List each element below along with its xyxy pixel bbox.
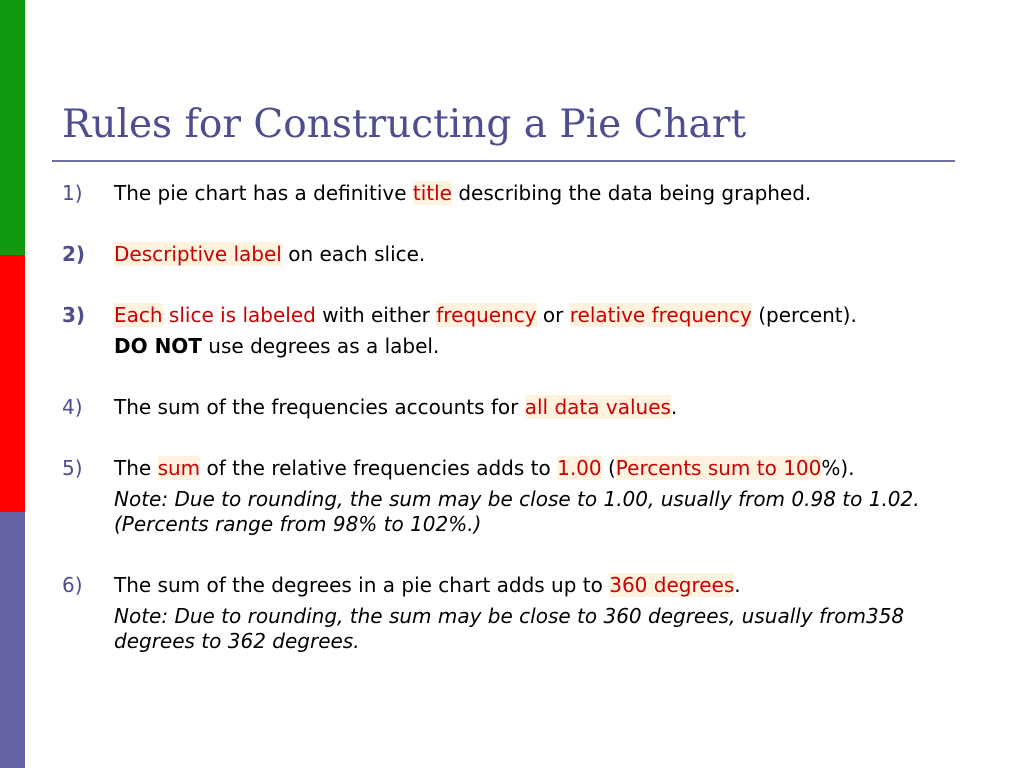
highlight-title: title xyxy=(412,181,452,205)
accent-bar-green xyxy=(0,0,25,255)
rule-number: 1) xyxy=(62,181,83,205)
highlight-relative-frequency: relative frequency xyxy=(569,303,752,327)
rule-number: 2) xyxy=(62,242,86,266)
rule-text xyxy=(114,573,982,598)
rule-text xyxy=(114,303,982,328)
highlight-descriptive-label: Descriptive label xyxy=(114,242,282,266)
slide-title: Rules for Constructing a Pie Chart xyxy=(62,102,747,147)
highlight-percents-sum: Percents sum to 100 xyxy=(615,456,822,480)
rule-text xyxy=(114,242,982,267)
rule-note: Note: Due to rounding, the sum may be close to 1.00, usually from 0.98 to 1.02. (Percents range from 98% to 102%.) xyxy=(114,487,920,536)
highlight-slice-labeled: slice is labeled xyxy=(162,303,316,327)
rule-text xyxy=(114,456,982,481)
highlight-all-data-values: all data values xyxy=(524,395,671,419)
highlight-360-degrees: 360 degrees xyxy=(609,573,735,597)
rule-number: 3) xyxy=(62,303,86,327)
rule-text-part: describing the data being graphed. xyxy=(451,181,812,205)
rule-text-part: with either xyxy=(315,303,437,327)
rule-text-part: %). xyxy=(821,456,855,480)
rule-note: Note: Due to rounding, the sum may be close to 360 degrees, usually from358 degrees to 362 degrees. xyxy=(114,604,905,653)
highlight-one: 1.00 xyxy=(557,456,602,480)
title-divider xyxy=(52,160,955,162)
highlight-sum: sum xyxy=(157,456,201,480)
rule-number: 5) xyxy=(62,456,83,480)
highlight-frequency: frequency xyxy=(436,303,537,327)
rule-text-part: . xyxy=(734,573,741,597)
rules-list xyxy=(62,181,982,654)
rule-text-part: . xyxy=(670,395,678,419)
rule-item-2 xyxy=(62,242,982,267)
rule-item-6 xyxy=(62,573,982,654)
rule-text-part: The pie chart has a definitive xyxy=(114,181,413,205)
rule-item-1 xyxy=(62,181,982,206)
rule-text-part: on each slice. xyxy=(281,242,426,266)
accent-bar-blue xyxy=(0,512,25,768)
rule-number: 6) xyxy=(62,573,83,597)
note-emphasis: DO NOT xyxy=(114,334,202,358)
rule-text-part: The sum of the frequencies accounts for xyxy=(114,395,525,419)
rule-text xyxy=(114,181,982,206)
rule-text xyxy=(114,395,982,420)
rule-text-part: (percent). xyxy=(751,303,857,327)
rule-item-3 xyxy=(62,303,982,359)
rule-item-5 xyxy=(62,456,982,537)
rule-item-4 xyxy=(62,395,982,420)
rule-number: 4) xyxy=(62,395,83,419)
rule-note xyxy=(114,334,982,359)
accent-bar-red xyxy=(0,255,25,512)
rule-text-part: or xyxy=(536,303,570,327)
rule-text-part: ( xyxy=(601,456,616,480)
highlight-each: Each xyxy=(114,303,163,327)
note-text: use degrees as a label. xyxy=(201,334,440,358)
rule-text-part: of the relative frequencies adds to xyxy=(200,456,558,480)
rule-text-part: The xyxy=(114,456,158,480)
rule-text-part: The sum of the degrees in a pie chart adds up to xyxy=(114,573,610,597)
